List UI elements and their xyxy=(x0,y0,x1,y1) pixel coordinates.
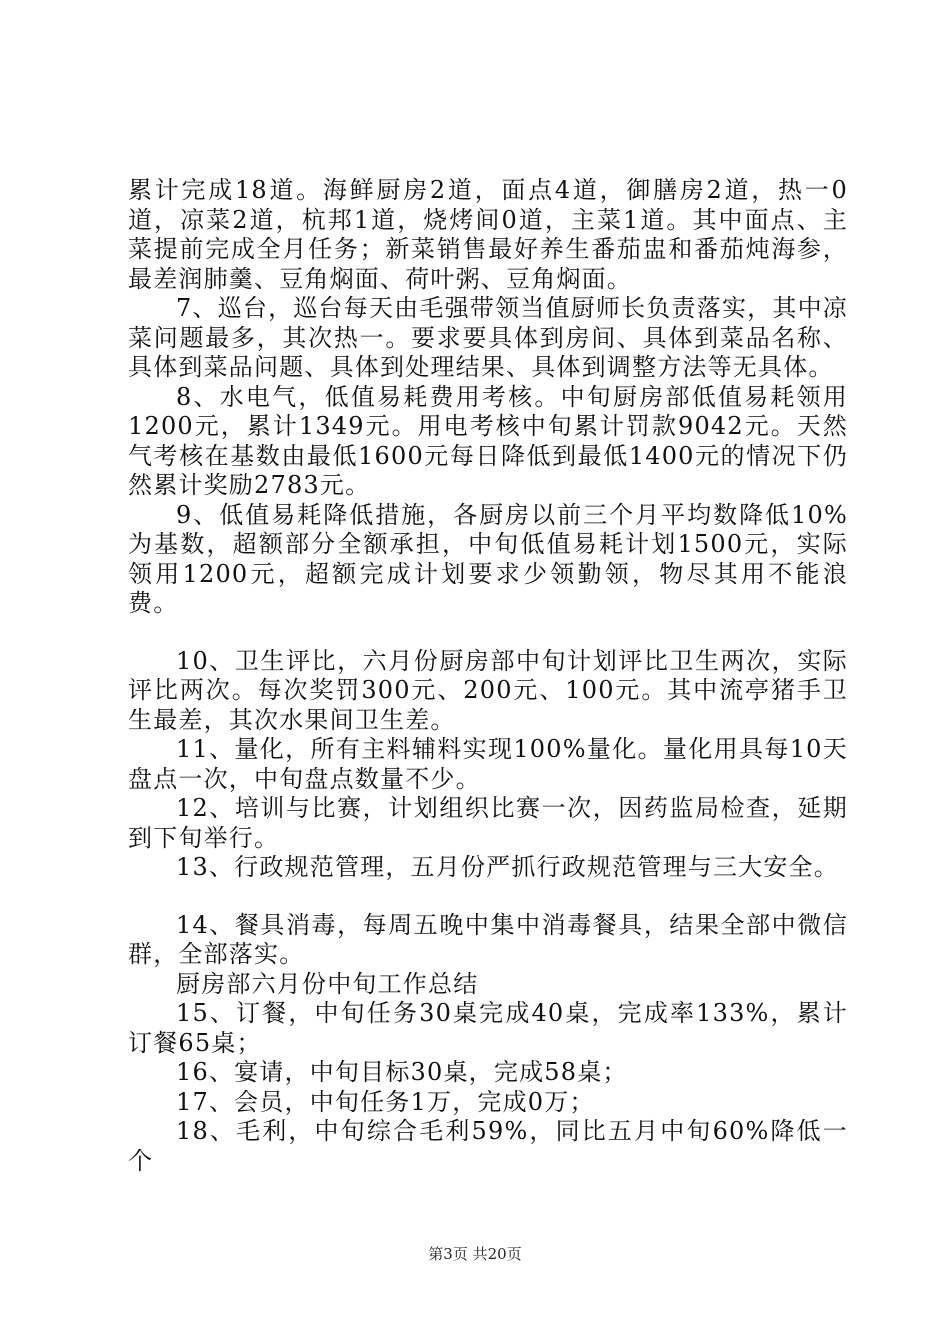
page-number-footer: 第3页 共20页 xyxy=(428,1245,522,1263)
paragraph-15-orders: 15、订餐，中旬任务30桌完成40桌，完成率133%，累计订餐65桌； xyxy=(128,999,848,1057)
paragraph-7-patrol: 7、巡台，巡台每天由毛强带领当值厨师长负责落实，其中凉菜问题最多，其次热一。要求要具体到房间、具体到菜品名称、具体到菜品问题、具体到处理结果、具体到调整方法等无具体。 xyxy=(128,294,848,381)
document-body xyxy=(128,176,848,1176)
paragraph-14-disinfection: 14、餐具消毒，每周五晚中集中消毒餐具，结果全部中微信群，全部落实。 xyxy=(128,910,848,968)
section-heading: 厨房部六月份中旬工作总结 xyxy=(176,969,479,998)
paragraph-12-training: 12、培训与比赛，计划组织比赛一次，因药监局检查，延期到下旬举行。 xyxy=(128,794,848,852)
paragraph-17-members: 17、会员，中旬任务1万，完成0万； xyxy=(176,1087,595,1116)
paragraph-9-consumables: 9、低值易耗降低措施，各厨房以前三个月平均数降低10%为基数，超额部分全额承担，中旬低值易耗计划1500元，实际领用1200元，超额完成计划要求少领勤领，物尽其用不能浪费。 xyxy=(128,500,848,617)
paragraph-18-gross-profit: 18、毛利，中旬综合毛利59%，同比五月中旬60%降低一个 xyxy=(128,1117,848,1175)
paragraph-8-utilities: 8、水电气，低值易耗费用考核。中旬厨房部低值易耗领用1200元，累计1349元。用电考核中旬累计罚款9042元。天然气考核在基数由最低1600元每日降低到最低1400元的情况下仍然累计奖励2783元。 xyxy=(128,382,848,499)
paragraph-10-hygiene: 10、卫生评比，六月份厨房部中旬计划评比卫生两次，实际评比两次。每次奖罚300元、200元、100元。其中流亭猪手卫生最差，其次水果间卫生差。 xyxy=(128,646,848,734)
paragraph-11-quantification: 11、量化，所有主料辅料实现100%量化。量化用具每10天盘点一次，中旬盘点数量不少。 xyxy=(128,735,848,793)
paragraph-continuation: 累计完成18道。海鲜厨房2道，面点4道，御膳房2道，热一0道，凉菜2道，杭邦1道，烧烤间0道，主菜1道。其中面点、主菜提前完成全月任务；新菜销售最好养生番茄盅和番茄炖海参，最差润肺羹、豆角焖面、荷叶粥、豆角焖面。 xyxy=(128,176,848,293)
paragraph-16-banquets: 16、宴请，中旬目标30桌，完成58桌； xyxy=(176,1058,628,1086)
paragraph-13-administration: 13、行政规范管理，五月份严抓行政规范管理与三大安全。 xyxy=(176,853,839,881)
